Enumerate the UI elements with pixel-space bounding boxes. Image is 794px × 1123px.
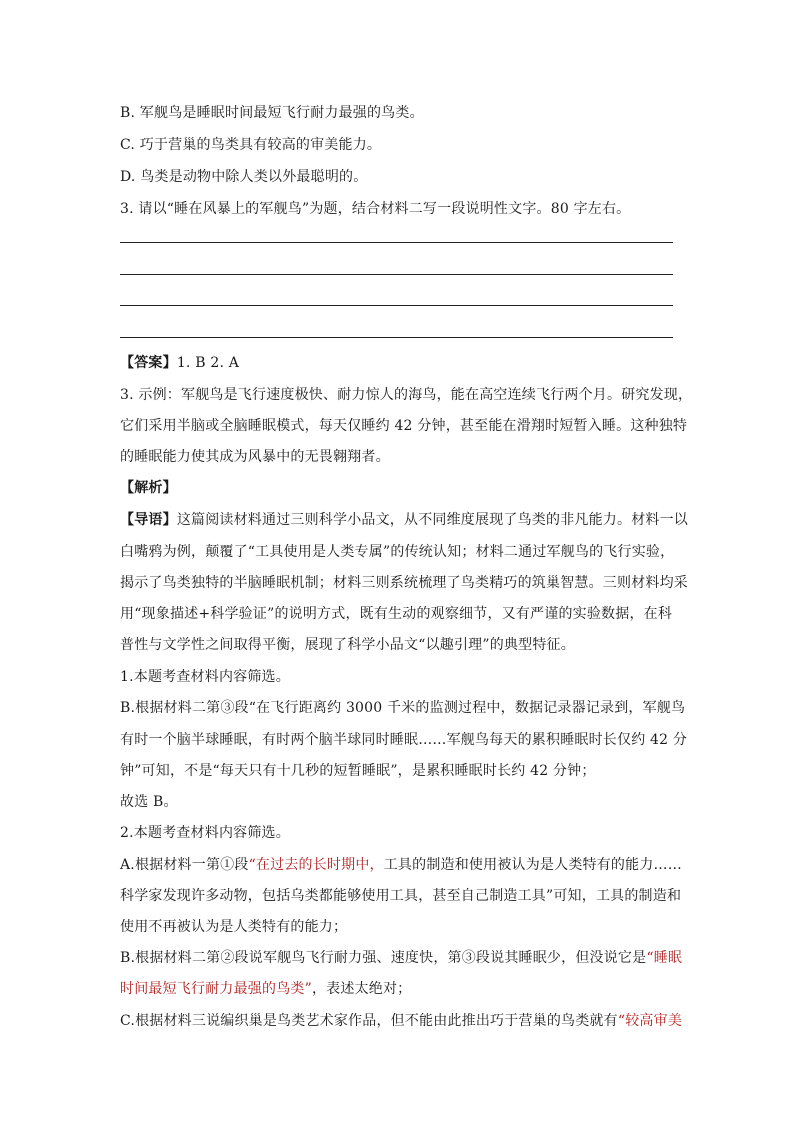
option-d: D. 鸟类是动物中除人类以外最聪明的。 [120,169,368,185]
q1-title: 1.本题考查材料内容筛选。 [120,669,290,685]
q2-a-line: 科学家发现许多动物，包括乌类都能够使用工具，甚至自己制造工具”可知，工具的制造和 [120,888,682,904]
q1-conclusion: 故选 B。 [120,794,178,810]
q2-c-text: C.根据材料三说编织巢是鸟类艺术家作品，但不能由此推出巧于营巢的鸟类就有 [120,1013,618,1029]
option-c: C. 巧于营巢的鸟类具有较高的审美能力。 [120,137,382,153]
answer-text: 1. B 2. A [176,355,240,371]
answer-line-2 [120,274,673,275]
q1-line: 有时一个脑半球睡眠，有时两个脑半球同时睡眠……军舰鸟每天的累积睡眠时长仅约 42 分 [120,732,688,748]
q2-a-quote: “在过去的长时期中， [248,857,384,873]
q2-b-quote: “睡眠 [646,950,683,966]
answer-line-1 [120,242,673,243]
q2-b-line [120,947,683,967]
q2-a-text: 工具的制造和使用被认为是人类特有的能力…… [383,857,682,873]
analysis-label: 【解析】 [120,480,177,496]
option-b: B. 军舰鸟是睡眠时间最短飞行耐力最强的鸟类。 [120,105,424,121]
answer-line-3 [120,305,673,306]
q2-b-text: ，表述太绝对； [311,981,412,997]
example-line: 的睡眠能力使其成为风暴中的无畏翱翔者。 [120,449,390,465]
answer-label: 【答案】 [120,355,177,371]
q2-a-line [120,854,680,874]
answer-line-4 [120,337,673,338]
q2-c-line [120,1010,683,1030]
example-line: 3. 示例：军舰鸟是飞行速度极快、耐力惊人的海鸟，能在高空连续飞行两个月。研究发现， [120,387,693,403]
guide-line: 揭示了鸟类独特的半脑睡眠机制；材料三则系统梳理了鸟类精巧的筑巢智慧。三则材料均采 [120,575,688,591]
q2-a-text: A.根据材料一第①段 [120,857,249,873]
q2-b-line [120,978,680,998]
q1-line: B.根据材料二第③段“在飞行距离约 3000 千米的监测过程中，数据记录器记录到，军舰鸟 [120,700,686,716]
q2-b-text: B.根据材料二第②段说军舰鸟飞行耐力强、速度快，第③段说其睡眠少，但没说它是 [120,950,647,966]
q2-a-line: 使用不再被认为是人类特有的能力； [120,919,348,935]
guide-line: 这篇阅读材料通过三则科学小品文，从不同维度展现了鸟类的非凡能力。材料一以 [176,512,689,528]
q2-c-quote: “较高审美 [617,1013,683,1029]
question-3: 3. 请以“睡在风暴上的军舰鸟”为题，结合材料二写一段说明性文字。80 字左右。 [120,201,631,217]
guide-row [120,509,689,529]
q2-b-quote: 时间最短飞行耐力最强的鸟类” [120,981,312,997]
answer-row [120,352,680,372]
q1-line: 钟”可知，不是“每天只有十几秒的短暂睡眠”，是累积睡眠时长约 42 分钟； [120,763,596,779]
q2-title: 2.本题考查材料内容筛选。 [120,825,290,841]
example-line: 它们采用半脑或全脑睡眠模式，每天仅睡约 42 分钟，甚至能在滑翔时短暂入睡。这种独特 [120,418,688,434]
guide-line: 普性与文学性之间取得平衡，展现了科学小品文“以趣引理”的典型特征。 [120,637,575,653]
guide-line: 用“现象描述+科学验证”的说明方式，既有生动的观察细节，又有严谨的实验数据，在科 [120,606,673,622]
guide-line: 白嘴鸦为例，颠覆了“工具使用是人类专属”的传统认知；材料二通过军舰鸟的飞行实验， [120,544,675,560]
guide-label: 【导语】 [120,512,177,528]
